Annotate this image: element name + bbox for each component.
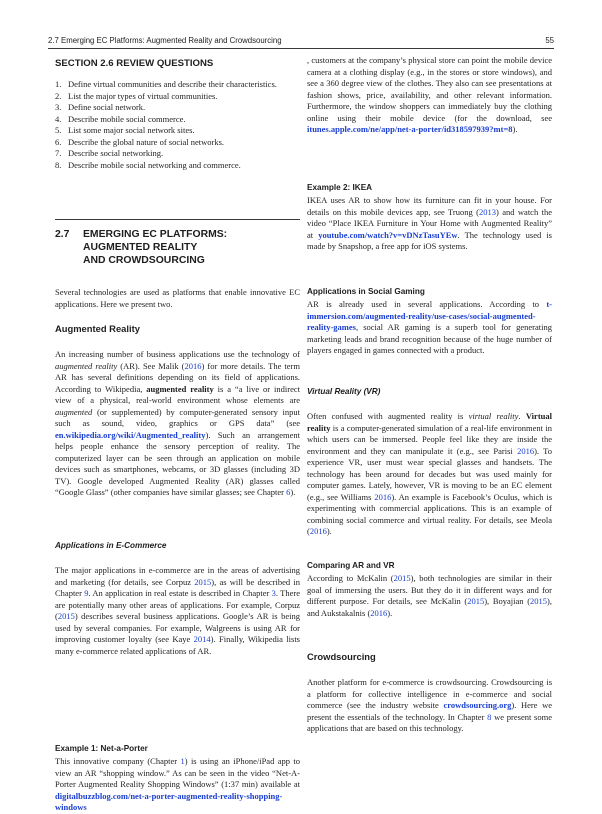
compare-heading: Comparing AR and VR — [307, 561, 395, 570]
section-title: EMERGING EC PLATFORMS: AUGMENTED REALITY AND CROWDSOURCING — [83, 229, 228, 266]
chapter-link[interactable]: 1 — [180, 756, 185, 766]
vr-block — [307, 386, 552, 538]
apps-block — [55, 540, 300, 657]
citation-link[interactable]: 2016 — [517, 445, 535, 456]
ar-block — [55, 323, 300, 499]
example2-heading: Example 2: IKEA — [307, 183, 373, 192]
t-immersion-link[interactable]: t-immersion.com/augmented-reality/use-cases/social-augmented-reality-games — [307, 299, 552, 332]
example2-paragraph: IKEA uses AR to show how its furniture can fit in your house. For details on this mobile devices app, see Truong (2013) and watch the video “Place IKEA Furniture in Your Home with Augmented Reality” at youtube.com/watch?v=vDNzTasuYEw. The technology used is made by Snapshop, a free app for iOS systems. — [307, 195, 552, 251]
example1-heading: Example 1: Net-a-Porter — [55, 744, 148, 753]
list-item: 4. Describe mobile social commerce. — [55, 113, 186, 124]
section-heading-block — [55, 219, 300, 290]
list-item: 5. List some major social network sites. — [55, 125, 195, 135]
list-item: 2. List the major types of virtual communities. — [55, 90, 218, 101]
apps-paragraph: The major applications in e-commerce are in the areas of advertising and marketing (for details, see Corpuz 2015), as will be described in Chapter 9. An application in real estate is described in Chapter 3. There are potentially many other areas of applications. For example, Corpuz (2015) describes several business applications. Google’s AR is being used by several companies. For example, Walgreens is using AR for improving customer loyalty (see Kaye 2014). Finally, Wikipedia lists many e-commerce related applications of AR. — [55, 565, 300, 656]
list-item: 1. Define virtual communities and describe their characteristics. — [55, 79, 277, 89]
crowdsourcing-block — [307, 651, 552, 735]
gaming-paragraph: AR is already used in several applications. According to t-immersion.com/augmented-reality/use-cases/social-augmented-reality-games, social AR gaming is a superb tool for generating marketing leads and brand recognition because of the huge number of players engaged in games connected with a product. — [307, 299, 552, 355]
citation-link[interactable]: 2016 — [370, 607, 388, 618]
running-header — [48, 34, 554, 47]
ar-paragraph: An increasing number of business applications use the technology of augmented reality (AR). See Malik (2016) for more details. The term AR has several definitions depending on its field of applications. According to Wikipedia, augmented reality is a “a live or indirect view of a physical, real-world environment whose elements are augmented (or supplemented) by computer-generated sensory input such as sound, video, graphics or GPS data” (see en.wikipedia.org/wiki/Augmented_reality). Such an arrangement helps people enhance the sensory perception of reality. The computerized layer can be seen through an application on mobile devices such as smartphones, webcams, or 3D glasses (including 3D TV). Google developed Augmented Reality (AR) glasses called “Google Glass” (other companies have similar glasses; see Chapter 6). — [55, 349, 300, 497]
citation-link[interactable]: 2015 — [57, 611, 75, 621]
crowdsourcing-paragraph: Another platform for e-commerce is crowdsourcing. Crowdsourcing is a platform for collective intelligence in e-commerce and social commerce (see the industry website crowdsourcing.org). Here we present the essentials of the technology. In Chapter 8 we present some applications that are based on this technology. — [307, 677, 552, 733]
chapter-link[interactable]: 3 — [271, 588, 276, 598]
vr-heading: Virtual Reality (VR) — [307, 387, 381, 396]
compare-block — [307, 560, 552, 619]
compare-paragraph: According to McKalin (2015), both technologies are similar in their goal of immersing the users. But they do it in different ways and for different purpose. For details, see McKalin (2015), Boyajian (2015), and Aukstakalnis (2016). — [307, 573, 552, 618]
digitalbuzz-link[interactable]: digitalbuzzblog.com/net-a-porter-augmented-reality-shopping-windows — [55, 790, 283, 812]
youtube-link[interactable]: youtube.com/watch?v=vDNzTasuYEw — [318, 229, 458, 240]
section-number: 2.7 — [55, 229, 70, 240]
citation-link[interactable]: 2014 — [193, 634, 211, 644]
citation-link[interactable]: 2016 — [374, 491, 392, 502]
section-heading — [55, 220, 300, 267]
apps-heading: Applications in E-Commerce — [55, 541, 167, 550]
citation-link[interactable]: 2015 — [393, 573, 411, 583]
wikipedia-link[interactable]: en.wikipedia.org/wiki/Augmented_reality — [55, 429, 206, 440]
citation-link[interactable]: 2016 — [309, 526, 327, 536]
header-rule — [48, 48, 554, 49]
review-list — [55, 79, 300, 171]
example1-paragraph-start: This innovative company (Chapter 1) is using an iPhone/iPad app to view an AR “shopping window.” As can be seen in the video “Net-A-Porter Augmented Reality Shopping Windows” (1:37 min) available at digitalbuzzblog.com/net-a-porter-augmented-reality-shopping-windows — [55, 756, 300, 812]
citation-link[interactable]: 2015 — [530, 596, 548, 606]
crowdsourcing-heading: Crowdsourcing — [307, 651, 376, 662]
review-questions — [55, 55, 300, 171]
list-item: 8. Describe mobile social networking and commerce. — [55, 159, 241, 170]
gaming-block — [307, 286, 552, 357]
chapter-link[interactable]: 8 — [487, 711, 492, 722]
citation-link[interactable]: 2015 — [467, 596, 485, 606]
citation-link[interactable]: 2016 — [184, 360, 202, 371]
example2-block — [307, 182, 552, 253]
example1-paragraph-cont: , customers at the company’s physical store can point the mobile device camera at a clothing display (e.g., in the stores or store windows), and see a 360 degree view of the clothes. They also can see presentations at fashion shows, price, availability, and other relevant information. Furthermore, the window shoppers can immediately buy the clothing online using their mobile device (for the download, see itunes.apple.com/ne/app/net-a-porter/id318597939?mt=8). — [307, 55, 552, 134]
running-title: 2.7 Emerging EC Platforms: Augmented Reality and Crowdsourcing — [48, 36, 282, 45]
page-number: 55 — [545, 36, 554, 45]
list-item: 7. Describe social networking. — [55, 148, 164, 158]
list-item: 6. Describe the global nature of social networks. — [55, 136, 225, 147]
itunes-link[interactable]: itunes.apple.com/ne/app/net-a-porter/id318597939?mt=8 — [307, 124, 513, 134]
review-title: SECTION 2.6 REVIEW QUESTIONS — [55, 58, 214, 69]
vr-paragraph: Often confused with augmented reality is virtual reality. Virtual reality is a computer-generated simulation of a real-life environment in which users can be immersed. People feel like they are inside the environment and they can manipulate it (e.g., see Parisi 2016). To experience VR, user must wear special glasses and handsets. The technology has been around for decades but was used mainly for computer games. Lately, however, VR is moving to be an EC element (e.g., see Williams 2016). An example is Facebook’s Oculus, which is experimenting with commercial applications. This is an example of combining social commerce and virtual reality. For details, see Meola (2016). — [307, 411, 553, 536]
list-item: 3. Define social network. — [55, 102, 146, 112]
ar-heading: Augmented Reality — [55, 323, 140, 334]
gaming-heading: Applications in Social Gaming — [307, 287, 425, 296]
citation-link[interactable]: 2013 — [478, 206, 496, 217]
chapter-link[interactable]: 6 — [286, 487, 291, 497]
chapter-link[interactable]: 9 — [84, 588, 89, 598]
section-intro: Several technologies are used as platforms that enable innovative EC applications. Here we present two. — [55, 287, 300, 309]
citation-link[interactable]: 2015 — [194, 576, 212, 587]
crowdsourcing-link[interactable]: crowdsourcing.org — [443, 700, 512, 710]
example1-block — [55, 743, 300, 814]
